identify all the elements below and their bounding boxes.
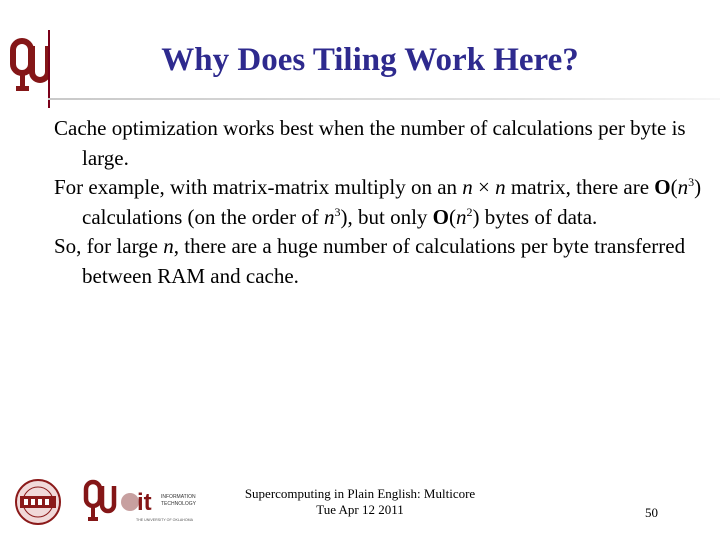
var-n: n — [462, 175, 473, 199]
exponent: 3 — [334, 204, 341, 219]
bullet-item — [54, 173, 704, 232]
svg-text:THE UNIVERSITY OF OKLAHOMA: THE UNIVERSITY OF OKLAHOMA — [136, 518, 194, 522]
bullet-text: , there are a huge number of calculations per byte transferred between RAM and cache. — [82, 234, 686, 288]
slide-number: 50 — [645, 505, 658, 520]
oscer-logo-icon — [16, 480, 60, 524]
bullet-text: ) calculations (on the order of — [82, 175, 702, 229]
exponent: 2 — [466, 204, 473, 219]
var-n: n — [324, 204, 335, 229]
ou-it-logo-icon — [121, 489, 197, 522]
footer-date: Tue Apr 12 2011 — [316, 502, 404, 517]
bullet-text: So, for large — [54, 234, 164, 258]
ou-logo-icon — [10, 38, 50, 94]
bullet-text: ) bytes of data. — [472, 204, 598, 229]
svg-text:INFORMATION: INFORMATION — [161, 494, 196, 500]
svg-text:it: it — [137, 489, 152, 516]
bullet-item — [54, 232, 704, 291]
ou-footer-logo-icon — [86, 482, 114, 521]
bullet-text: matrix, there are — [505, 175, 655, 199]
footer-logos — [14, 476, 204, 528]
paren: ( — [670, 175, 678, 199]
header-vertical-rule — [48, 30, 50, 108]
bullet-text: Cache optimization works best when the number of calculations per byte is large. — [54, 116, 686, 170]
big-o: O — [432, 204, 450, 229]
var-n: n — [677, 175, 689, 199]
header-horizontal-rule — [48, 98, 720, 100]
times-sign: × — [472, 175, 496, 199]
footer-text — [215, 486, 505, 518]
paren: ( — [449, 204, 457, 229]
bullet-item — [54, 114, 704, 173]
footer-course-title: Supercomputing in Plain English: Multicore — [244, 486, 476, 501]
var-n: n — [456, 204, 467, 229]
bullet-text: ), but only — [340, 204, 433, 229]
var-n: n — [495, 175, 506, 199]
slide-title: Why Does Tiling Work Here? — [161, 42, 579, 78]
bullet-text: For example, with matrix-matrix multiply on an — [54, 175, 463, 199]
bullet-list — [54, 114, 704, 291]
big-o: O — [654, 175, 671, 199]
var-n: n — [163, 234, 174, 258]
exponent: 3 — [688, 175, 695, 189]
svg-text:TECHNOLOGY: TECHNOLOGY — [161, 501, 197, 507]
